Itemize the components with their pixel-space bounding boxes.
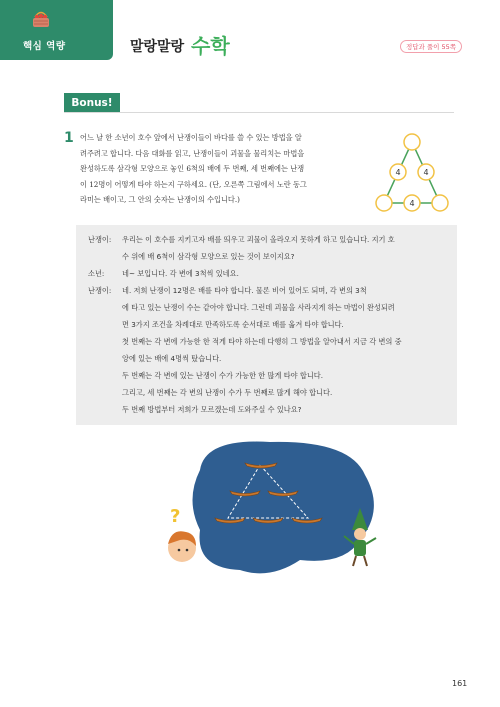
boy-character [168,531,196,562]
lake-illustration [160,430,390,590]
boat-value: 4 [409,199,415,208]
dialog-line: 면 3가지 조건을 차례대로 만족하도록 순서대로 배를 옮겨 타야 합니다. [122,320,344,329]
problem-line: 어느 날 한 소년이 호수 앞에서 난쟁이들이 바다를 쓸 수 있는 방법을 알 [80,133,302,142]
section-divider [64,112,454,113]
triangle-boat-diagram [368,130,456,215]
dialog-line: 네~ 보입니다. 각 변에 3척씩 있네요. [122,269,239,278]
dialog-speaker: 소년: [88,269,105,278]
boat-value: 4 [395,168,401,177]
dialog-line: 두 번째 방법부터 저희가 모르겠는데 도와주실 수 있나요? [122,405,302,414]
boat-circle [404,134,420,150]
dialog-line: 우리는 이 호수를 지키고자 배를 띄우고 괴물이 올라오지 못하게 하고 있습니다. 지기 호 [122,235,395,244]
chapter-tab [0,0,113,60]
dialog-speaker: 난쟁이: [88,235,112,244]
dialog-line: 수 위에 배 6척이 삼각형 모양으로 있는 것이 보이지요? [122,252,295,261]
page-title-prefix: 말랑말랑 [130,39,185,55]
boat-circle [432,195,448,211]
page-number: 161 [452,679,468,688]
problem-line: 완성하도록 삼각형 모양으로 놓인 6척의 배에 두 번째, 세 번째에는 난쟁 [80,164,305,173]
dialog-line: 네. 저희 난쟁이 12명은 배를 타야 합니다. 물론 비어 있어도 되며, 각 변의 3척 [122,286,367,295]
dialog-box [76,225,457,425]
basket-icon [30,8,52,30]
question-mark: ? [170,506,181,527]
bonus-label: Bonus! [64,93,120,113]
lake [193,442,374,574]
dialog-line: 두 번째는 각 변에 있는 난쟁이 수가 가능한 한 많게 타야 합니다. [122,371,323,380]
dialog-line: 첫 번째는 각 변에 가능한 한 적게 타야 하는데 다행히 그 방법을 알아내서 지금 각 변의 중 [122,337,402,346]
dialog-line: 앙에 있는 배에 4명씩 탔습니다. [122,354,222,363]
problem-number: 1 [64,130,74,146]
boat-circle [376,195,392,211]
answer-reference-badge: 정답과 풀이 55쪽 [400,40,462,53]
problem-line: 라미는 배이고, 그 안의 숫자는 난쟁이의 수입니다.) [80,195,240,204]
dialog-line: 에 타고 있는 난쟁이 수는 같아야 합니다. 그런데 괴물을 사라지게 하는 마법이 완성되려 [122,303,395,312]
problem-line: 려주려고 합니다. 다음 대화를 읽고, 난쟁이들이 괴물을 물리치는 마법을 [80,148,305,158]
tab-label: 핵심 역량 [23,41,66,52]
problem-text [80,130,366,208]
dialog-speaker: 난쟁이: [88,286,112,295]
problem-line: 이 12명이 어떻게 타야 하는지 구하세요. (단, 오른쪽 그림에서 노란 동그 [80,179,307,189]
page-title: 수학 [191,34,230,58]
boat-value: 4 [423,168,429,177]
dialog-line: 그리고, 세 번째는 각 변의 난쟁이 수가 두 번째로 많게 해야 합니다. [122,388,333,397]
